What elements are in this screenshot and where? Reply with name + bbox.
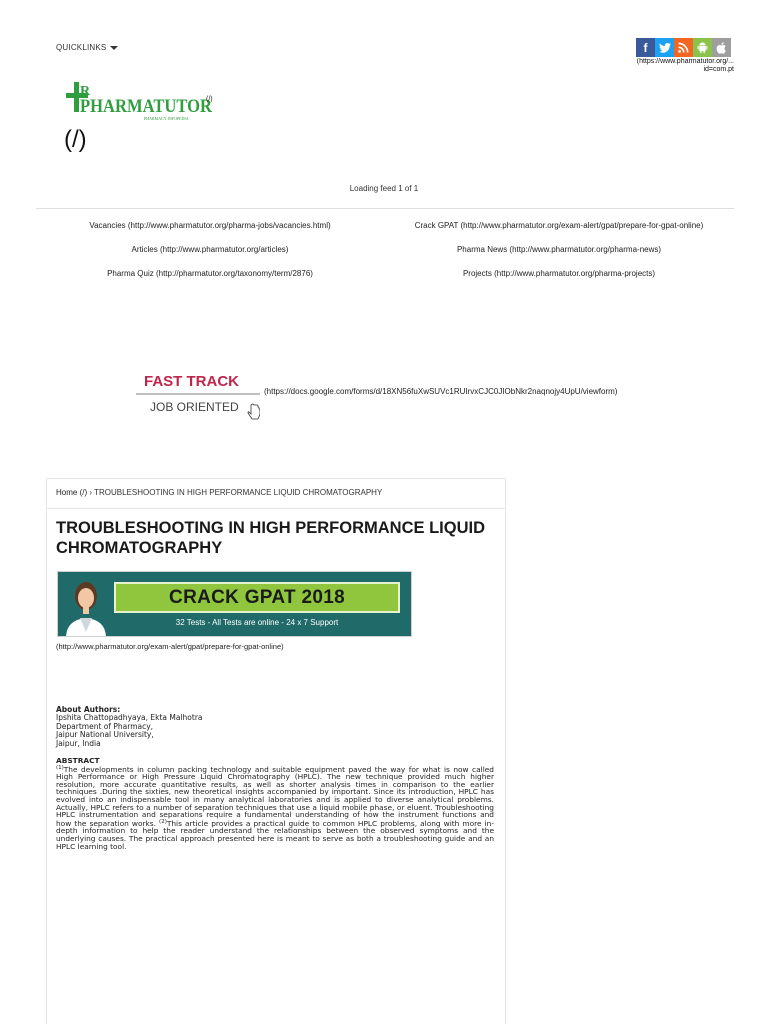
fast-track-title: FAST TRACK	[144, 373, 239, 390]
android-icon[interactable]	[693, 38, 712, 57]
fast-track-link[interactable]: (https://docs.google.com/forms/d/18XN56fuXwSUVc1RUIrvxCJC0JIObNkr2naqnojy4UpU/viewform)	[264, 387, 618, 396]
about-authors-heading: About Authors:	[56, 705, 121, 714]
hand-pointer-icon	[248, 404, 260, 419]
quicklinks-label: QUICKLINKS	[56, 43, 107, 52]
reference-marker[interactable]: (1)	[56, 764, 64, 771]
author-names: Ipshita Chattopadhyaya, Ekta Malhotra	[56, 713, 203, 723]
rss-icon[interactable]	[674, 38, 693, 57]
nav-link-projects[interactable]: Projects (http://www.pharmatutor.org/pharma-projects)	[462, 269, 656, 278]
feed-loading-text: Loading feed 1 of 1	[349, 184, 419, 193]
doctor-illustration	[58, 572, 114, 637]
pharmatutor-logo[interactable]	[66, 80, 216, 126]
facebook-icon[interactable]: f	[636, 38, 655, 57]
breadcrumb-home[interactable]: Home (/)	[56, 488, 88, 497]
abstract-text: The developments in column packing technology and suitable equipment paved the way for what is now called High Performance or High Pressure Liquid Chromatography (HPLC). The new technique provided much higher resolution, more accurate quantitative results, as well as shorter analysis times in comparison to the earlier techniques .During the sixties, new theoretical insights accompanied by important. Since its introduction, HPLC has evolved into an indispensable tool in many analytical laboratories and is applied to diverse analytical problems. Actually, HPLC refers to a number of separation techniques that use a liquid mobile phase, or eluent. Troubleshooting HPLC instrumentation and separations require a fundamental understanding of how the instrument functions and how the separation works.	[56, 764, 494, 828]
svg-text:R: R	[80, 84, 91, 99]
abstract-text: This article provides a practical guide to common HPLC problems, along with more in-depth information to help the reader understand the relationships between the observed symptoms and the underlying causes. The practical approach presented here is meant to serve as both a troubleshooting guide and an HPLC learning tool.	[56, 818, 494, 851]
abstract	[56, 757, 494, 850]
author-location: Jaipur, India	[56, 738, 101, 748]
article-card	[46, 478, 506, 1024]
crack-gpat-banner[interactable]	[57, 571, 412, 637]
chevron-down-icon	[110, 46, 118, 50]
logo-link[interactable]: (/)	[206, 96, 213, 103]
reference-marker[interactable]: (2)	[159, 818, 167, 825]
nav-link-articles[interactable]: Articles (http://www.pharmatutor.org/articles)	[131, 245, 289, 254]
banner-link[interactable]: (http://www.pharmatutor.org/exam-alert/gpat/prepare-for-gpat-online)	[56, 642, 284, 651]
header-divider	[36, 208, 734, 209]
apple-icon[interactable]	[712, 38, 731, 57]
home-link[interactable]: (/)	[64, 126, 87, 153]
breadcrumb	[56, 488, 382, 497]
fast-track-subtitle: JOB ORIENTED	[150, 400, 239, 414]
page-title: TROUBLESHOOTING IN HIGH PERFORMANCE LIQUID CHROMATOGRAPHY	[56, 519, 485, 557]
social-links-text	[634, 58, 734, 74]
social-icons	[636, 38, 731, 57]
breadcrumb-separator: ›	[89, 488, 93, 497]
nav-link-crack-gpat[interactable]: Crack GPAT (http://www.pharmatutor.org/exam-alert/gpat/prepare-for-gpat-online)	[414, 221, 704, 230]
author-department: Department of Pharmacy,	[56, 721, 154, 731]
nav-link-vacancies[interactable]: Vacancies (http://www.pharmatutor.org/pharma-jobs/vacancies.html)	[89, 221, 331, 230]
svg-text:PHARMACY INFOPEDIA: PHARMACY INFOPEDIA	[144, 116, 189, 121]
twitter-icon[interactable]	[655, 38, 674, 57]
author-university: Jaipur National University,	[56, 730, 154, 740]
social-url-line: (https://www.pharmatutor.org/...	[636, 58, 734, 65]
breadcrumb-current: TROUBLESHOOTING IN HIGH PERFORMANCE LIQUID CHROMATOGRAPHY	[94, 488, 383, 497]
svg-text:PHARMATUTOR: PHARMATUTOR	[80, 96, 213, 117]
abstract-heading: ABSTRACT	[56, 756, 100, 765]
nav-link-pharma-quiz[interactable]: Pharma Quiz (http://pharmatutor.org/taxonomy/term/2876)	[107, 269, 313, 278]
fast-track-banner[interactable]	[136, 371, 260, 423]
quicklinks-menu[interactable]	[56, 43, 118, 52]
breadcrumb-divider	[47, 508, 505, 509]
banner-headline: CRACK GPAT 2018	[169, 586, 345, 608]
nav-link-pharma-news[interactable]: Pharma News (http://www.pharmatutor.org/pharma-news)	[456, 245, 662, 254]
about-authors	[56, 706, 496, 748]
social-url-line: id=com.pt	[703, 66, 734, 73]
banner-subtext: 32 Tests - All Tests are online - 24 x 7 Support	[175, 618, 339, 627]
banner-headline-box	[114, 582, 400, 613]
